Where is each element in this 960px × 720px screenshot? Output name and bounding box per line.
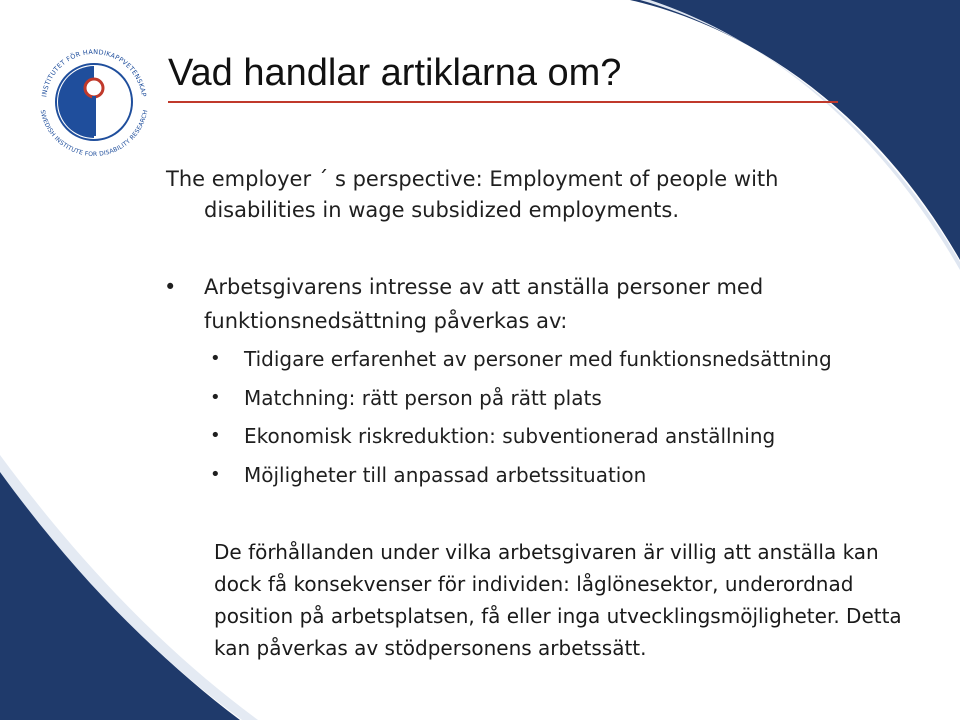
sub-bullet-text: Ekonomisk riskreduktion: subventionerad anställning xyxy=(244,424,776,448)
list-item xyxy=(210,379,910,418)
subtitle-line-1: The employer ´ s perspective: Employment of people with xyxy=(166,167,779,191)
slide-subtitle xyxy=(166,164,806,226)
sub-bullet-text: Möjligheter till anpassad arbetssituation xyxy=(244,462,647,487)
title-underline xyxy=(168,101,838,103)
sub-bullet-text: Tidigare erfarenhet av personer med funktionsnedsättning xyxy=(244,347,832,371)
consequence-paragraph: De förhållanden under vilka arbetsgivaren är villig att anställa kan dock få konsekvenser för individen: låglönesektor, underordnad position på arbetsplatsen, få eller inga utvecklingsmöjligheter. Detta kan påverkas av stödpersonens arbetssätt. xyxy=(214,540,902,660)
main-bullet xyxy=(164,270,784,338)
list-item xyxy=(210,456,910,495)
bullet-dot: • xyxy=(210,463,221,485)
sub-bullet-list xyxy=(210,340,910,494)
logo-text-top: INSTITUTET FÖR HANDIKAPPVETENSKAP xyxy=(40,47,148,98)
institute-logo xyxy=(30,38,158,166)
bullet-dot: • xyxy=(210,348,221,369)
main-bullet-text: Arbetsgivarens intresse av att anställa personer med funktionsnedsättning påverkas av: xyxy=(204,275,764,333)
bullet-dot: • xyxy=(164,275,177,299)
list-item xyxy=(210,417,910,456)
list-item xyxy=(210,340,910,379)
logo-red-dot xyxy=(85,79,103,97)
sub-bullet-text: Matchning: rätt person på rätt plats xyxy=(244,385,602,410)
bullet-dot: • xyxy=(210,386,221,408)
slide-title: Vad handlar artiklarna om? xyxy=(168,52,622,94)
subtitle-line-2: disabilities in wage subsidized employments. xyxy=(204,198,680,222)
logo-text-bottom: SWEDISH INSTITUTE FOR DISABILITY RESEARCH xyxy=(38,109,150,159)
bullet-dot: • xyxy=(210,425,221,446)
logo-blue-half xyxy=(58,66,94,138)
